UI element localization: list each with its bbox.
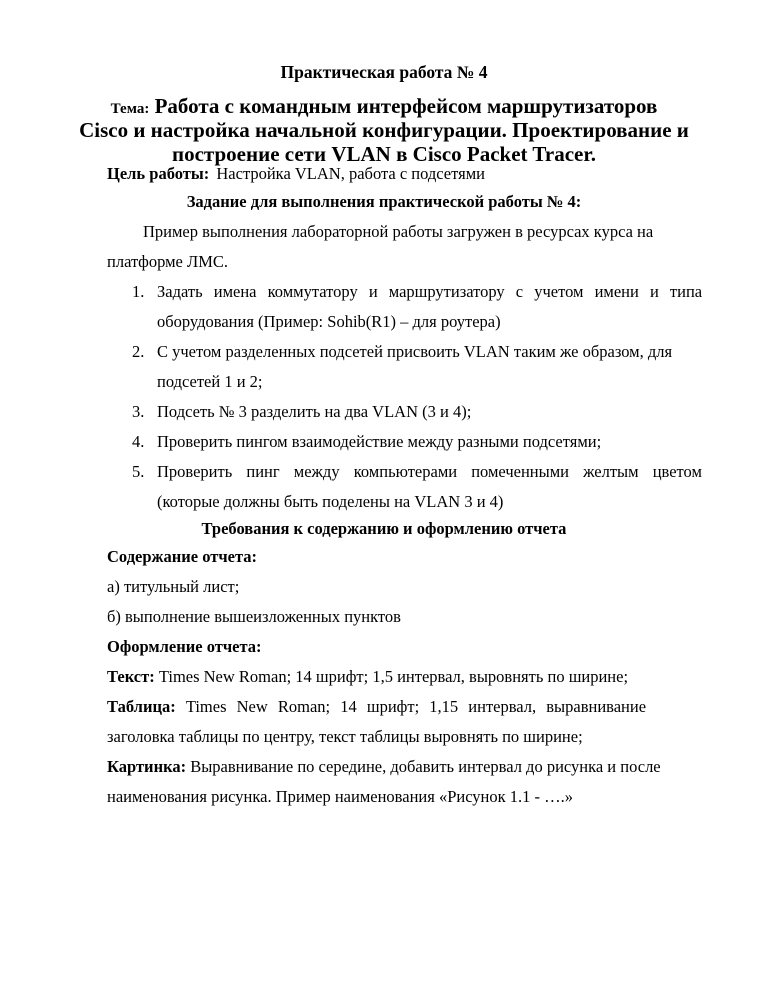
task-2-text-line-2: подсетей 1 и 2; [157,372,263,391]
topic-text-line-2: Cisco и настройка начальной конфигурации. Проектирование и [79,118,689,142]
intro-line-2: платформе ЛМС. [107,252,228,271]
requirements-heading: Требования к содержанию и оформлению отчета [201,519,567,538]
table-label: Таблица: [107,697,176,716]
picture-label: Картинка: [107,757,187,776]
task-1-number: 1. [132,282,145,301]
topic-line-1 [0,94,768,121]
topic-text-line-1: Работа с командным интерфейсом маршрутизаторов [154,94,658,118]
picture-text-line-2: наименования рисунка. Пример наименования «Рисунок 1.1 - ….» [107,787,574,806]
formatting-text-line [107,667,628,687]
table-text-line-1: Times New Roman; 14 шрифт; 1,15 интервал, выравнивание [185,697,647,716]
goal-line [107,164,485,184]
task-2-number: 2. [132,342,145,361]
task-4-number: 4. [132,432,145,451]
task-3-text-line-1: Подсеть № 3 разделить на два VLAN (3 и 4); [157,402,472,421]
task-1-text-line-2: оборудования (Пример: Sohib(R1) – для роутера) [157,312,501,331]
task-2-text-line-1: С учетом разделенных подсетей присвоить VLAN таким же образом, для [157,342,673,361]
formatting-picture-line-1 [107,757,661,777]
text-label: Текст: [107,667,155,686]
topic-label: Тема: [110,101,150,117]
task-1-line-1 [157,282,713,302]
task-3-number: 3. [132,402,145,421]
content-item-b: б) выполнение вышеизложенных пунктов [107,607,401,626]
table-text-line-2: заголовка таблицы по центру, текст таблицы выровнять по ширине; [107,727,583,746]
formatting-table-line-1 [107,697,646,717]
intro-line-1: Пример выполнения лабораторной работы загружен в ресурсах курса на [143,222,654,241]
task-heading: Задание для выполнения практической работы № 4: [186,192,582,211]
task-5-number: 5. [132,462,145,481]
content-item-a: а) титульный лист; [107,577,240,596]
formatting-heading: Оформление отчета: [107,637,262,656]
task-5-text-line-1: Проверить пинг между компьютерами помеченными желтым цветом [157,462,702,481]
task-5-text-line-2: (которые должны быть поделены на VLAN 3 и 4) [157,492,504,511]
task-1-text-line-1: Задать именa коммутатору и маршрутизатору с учетом имени и типа [157,282,703,301]
topic-text-line-3: построение сети VLAN в Cisco Packet Tracer. [172,142,596,166]
picture-text-line-1: Выравнивание по середине, добавить интервал до рисунка и после [190,757,661,776]
content-heading: Содержание отчета: [107,547,258,566]
document-heading: Практическая работа № 4 [280,62,488,82]
task-4-text-line-1: Проверить пингом взаимодействие между разными подсетями; [157,432,602,451]
goal-label: Цель работы: [107,164,210,183]
text-value: Times New Roman; 14 шрифт; 1,5 интервал, выровнять по ширине; [158,667,629,686]
goal-text: Настройка VLAN, работа с подсетями [216,164,485,183]
